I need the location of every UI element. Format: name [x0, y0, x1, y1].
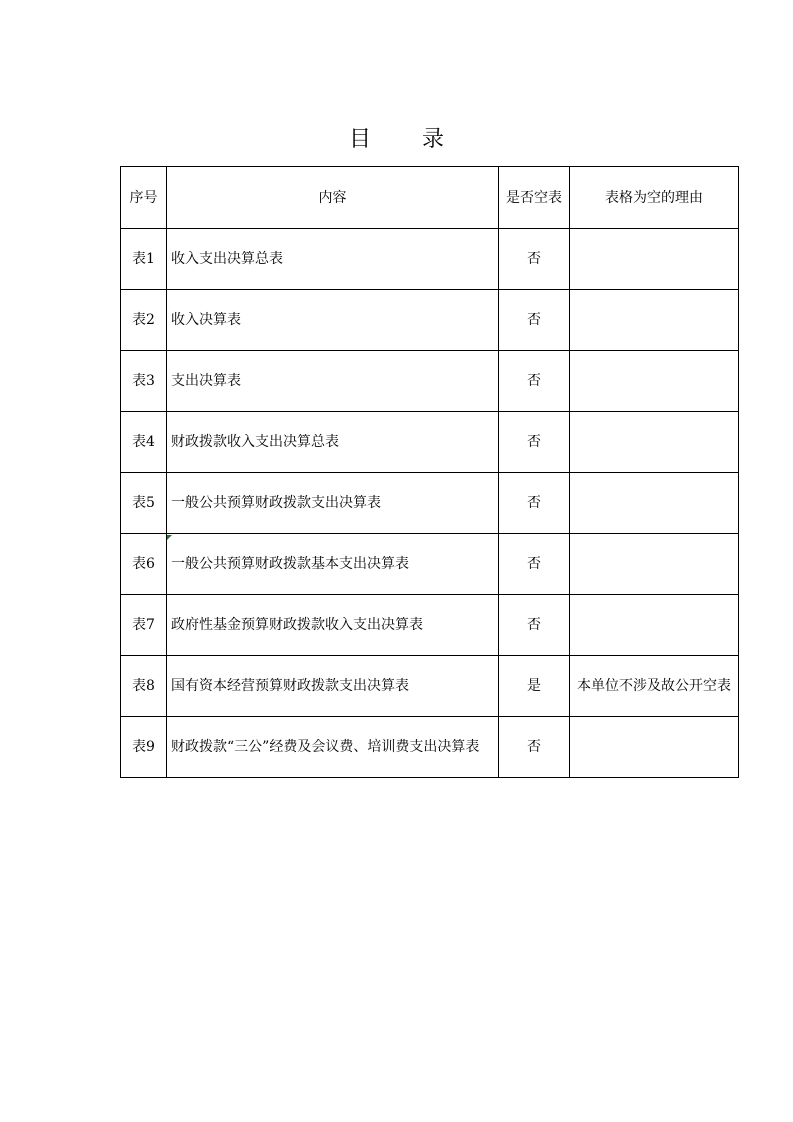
table-row	[121, 717, 739, 778]
row-number: 表1	[121, 229, 167, 290]
row-number: 表2	[121, 290, 167, 351]
row-reason	[570, 717, 739, 778]
row-is-empty: 否	[499, 534, 570, 595]
row-number: 表8	[121, 656, 167, 717]
table-row	[121, 595, 739, 656]
row-reason	[570, 229, 739, 290]
table-header-row	[121, 167, 739, 229]
table-row	[121, 229, 739, 290]
row-number: 表9	[121, 717, 167, 778]
row-number: 表4	[121, 412, 167, 473]
table-row	[121, 351, 739, 412]
row-reason	[570, 290, 739, 351]
comment-marker-icon	[167, 535, 172, 540]
row-content: 一般公共预算财政拨款支出决算表	[167, 473, 499, 534]
row-is-empty: 否	[499, 290, 570, 351]
row-content: 一般公共预算财政拨款基本支出决算表	[167, 534, 499, 595]
row-number: 表7	[121, 595, 167, 656]
row-content: 政府性基金预算财政拨款收入支出决算表	[167, 595, 499, 656]
row-content: 收入决算表	[167, 290, 499, 351]
row-is-empty: 否	[499, 473, 570, 534]
row-number: 表6	[121, 534, 167, 595]
table-row	[121, 473, 739, 534]
row-reason	[570, 412, 739, 473]
row-is-empty: 是	[499, 656, 570, 717]
row-is-empty: 否	[499, 351, 570, 412]
row-reason	[570, 595, 739, 656]
table-row	[121, 290, 739, 351]
row-is-empty: 否	[499, 412, 570, 473]
row-reason	[570, 351, 739, 412]
row-content: 国有资本经营预算财政拨款支出决算表	[167, 656, 499, 717]
row-content: 收入支出决算总表	[167, 229, 499, 290]
header-content: 内容	[167, 167, 499, 229]
header-is-empty: 是否空表	[499, 167, 570, 229]
row-content: 财政拨款收入支出决算总表	[167, 412, 499, 473]
row-reason	[570, 473, 739, 534]
row-reason: 本单位不涉及故公开空表	[570, 656, 739, 717]
row-is-empty: 否	[499, 229, 570, 290]
row-number: 表3	[121, 351, 167, 412]
row-reason	[570, 534, 739, 595]
table-row	[121, 656, 739, 717]
header-reason: 表格为空的理由	[570, 167, 739, 229]
row-number: 表5	[121, 473, 167, 534]
row-is-empty: 否	[499, 717, 570, 778]
table-row	[121, 412, 739, 473]
page-title: 目 录	[349, 127, 466, 152]
row-content: 支出决算表	[167, 351, 499, 412]
header-number: 序号	[121, 167, 167, 229]
row-content: 财政拨款“三公”经费及会议费、培训费支出决算表	[167, 717, 499, 778]
row-is-empty: 否	[499, 595, 570, 656]
contents-table	[120, 166, 739, 778]
table-row	[121, 534, 739, 595]
